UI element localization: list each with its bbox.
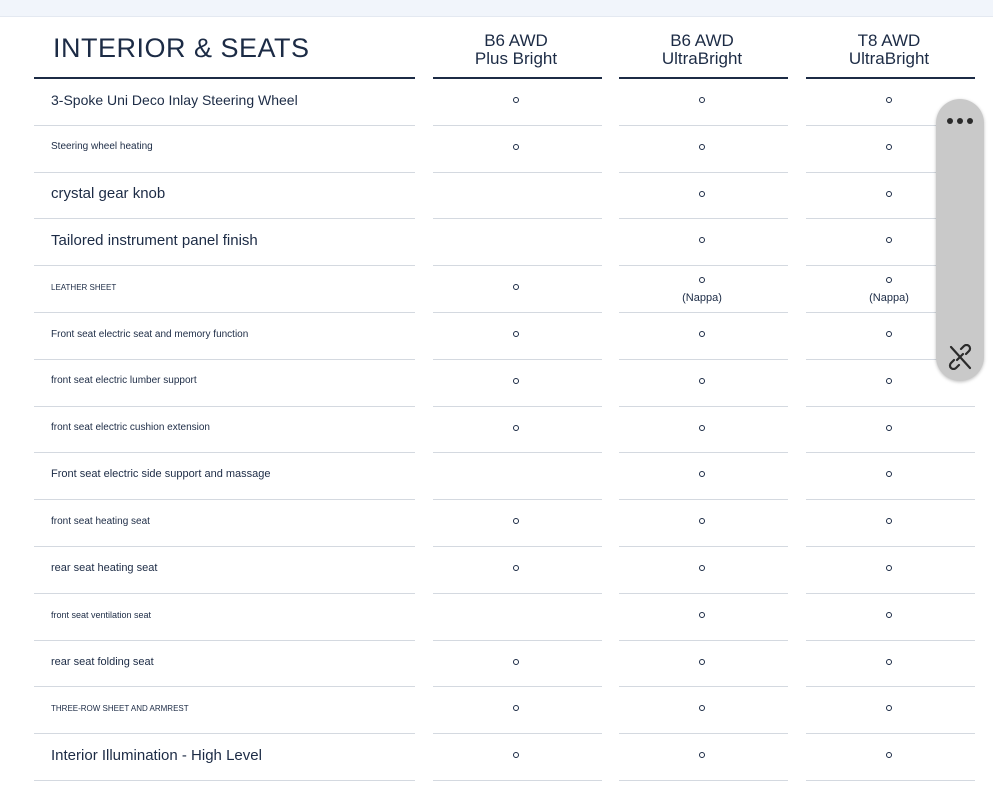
availability-mark [699,565,705,571]
availability-mark [699,705,705,711]
feature-label: rear seat heating seat [51,561,158,574]
row-divider [433,546,602,547]
availability-mark [699,612,705,618]
availability-mark [886,612,892,618]
availability-mark [699,518,705,524]
column-header-trim: Plus Bright [474,49,558,68]
floating-action-panel [936,99,984,381]
row-divider [806,733,975,734]
row-divider [619,172,788,173]
row-divider [34,640,415,641]
availability-mark [699,425,705,431]
column-header-model: T8 AWD [857,31,921,50]
row-divider [433,359,602,360]
availability-mark [699,191,705,197]
feature-label: Front seat electric side support and massage [51,468,271,481]
column-header-t8-ultrabright [804,32,974,68]
header-divider-column [433,77,602,79]
row-divider [433,733,602,734]
row-divider [433,265,602,266]
link-off-icon[interactable] [947,344,973,370]
row-divider [34,593,415,594]
feature-label: Tailored instrument panel finish [51,232,258,250]
availability-mark [513,331,519,337]
row-divider [619,359,788,360]
row-divider [619,265,788,266]
row-divider [619,125,788,126]
header-divider-column [619,77,788,79]
row-divider [433,452,602,453]
availability-mark [886,705,892,711]
feature-label: rear seat folding seat [51,655,154,668]
row-divider [34,499,415,500]
row-divider [619,733,788,734]
row-divider [619,452,788,453]
row-divider [806,546,975,547]
availability-mark [513,284,519,290]
row-divider [619,312,788,313]
availability-mark [886,237,892,243]
more-horizontal-icon[interactable] [944,113,976,129]
row-divider [433,406,602,407]
availability-mark [886,425,892,431]
feature-label: front seat electric lumber support [51,375,197,387]
row-divider [34,406,415,407]
availability-mark [699,752,705,758]
column-header-model: B6 AWD [670,31,734,50]
row-divider [433,218,602,219]
row-divider [433,686,602,687]
row-divider [619,406,788,407]
column-header-trim: UltraBright [661,49,743,68]
availability-mark [699,277,705,283]
availability-mark [699,659,705,665]
availability-note: (Nappa) [869,292,909,305]
row-divider [806,593,975,594]
availability-mark [699,471,705,477]
availability-mark [886,518,892,524]
availability-mark [513,752,519,758]
availability-mark [699,97,705,103]
row-divider [619,218,788,219]
column-header-model: B6 AWD [484,31,548,50]
availability-mark [699,237,705,243]
row-divider [34,359,415,360]
row-divider [433,125,602,126]
availability-mark [513,705,519,711]
availability-mark [513,144,519,150]
availability-mark [699,331,705,337]
row-divider [34,686,415,687]
availability-mark [699,144,705,150]
row-divider [34,312,415,313]
row-divider [806,686,975,687]
availability-mark [513,425,519,431]
availability-mark [513,659,519,665]
row-divider [806,780,975,781]
feature-label: front seat ventilation seat [51,609,152,620]
feature-label: Front seat electric seat and memory function [51,328,249,340]
row-divider [433,593,602,594]
availability-note: (Nappa) [682,292,722,305]
feature-label: Interior Illumination - High Level [51,746,262,764]
row-divider [34,125,415,126]
column-header-b6-plus-bright [431,32,601,68]
column-header-trim: UltraBright [848,49,930,68]
row-divider [619,499,788,500]
availability-mark [886,277,892,283]
availability-mark [513,565,519,571]
row-divider [619,640,788,641]
row-divider [433,640,602,641]
feature-label: front seat heating seat [51,515,150,527]
section-title: INTERIOR & SEATS [53,33,310,63]
row-divider [34,218,415,219]
row-divider [806,640,975,641]
availability-mark [513,97,519,103]
row-divider [806,452,975,453]
row-divider [34,780,415,781]
row-divider [433,172,602,173]
row-divider [619,593,788,594]
availability-mark [699,378,705,384]
feature-label: crystal gear knob [51,185,166,203]
availability-mark [886,144,892,150]
row-divider [433,780,602,781]
header-divider-label [34,77,415,79]
availability-mark [886,378,892,384]
availability-mark [513,378,519,384]
row-divider [34,265,415,266]
feature-label: THREE-ROW SHEET AND ARMREST [51,704,189,713]
availability-mark [886,471,892,477]
top-bar [0,0,993,17]
row-divider [433,499,602,500]
availability-mark [886,97,892,103]
availability-mark [886,659,892,665]
column-header-b6-ultrabright [617,32,787,68]
feature-label: Steering wheel heating [51,141,153,153]
feature-label: LEATHER SHEET [51,282,117,292]
availability-mark [513,518,519,524]
availability-mark [886,331,892,337]
row-divider [34,452,415,453]
row-divider [619,686,788,687]
row-divider [34,172,415,173]
row-divider [433,312,602,313]
row-divider [34,733,415,734]
row-divider [619,780,788,781]
availability-mark [886,565,892,571]
row-divider [806,499,975,500]
row-divider [619,546,788,547]
feature-label: front seat electric cushion extension [51,422,210,434]
availability-mark [886,191,892,197]
row-divider [806,406,975,407]
availability-mark [886,752,892,758]
header-divider-column [806,77,975,79]
feature-label: 3-Spoke Uni Deco Inlay Steering Wheel [51,92,298,109]
row-divider [34,546,415,547]
